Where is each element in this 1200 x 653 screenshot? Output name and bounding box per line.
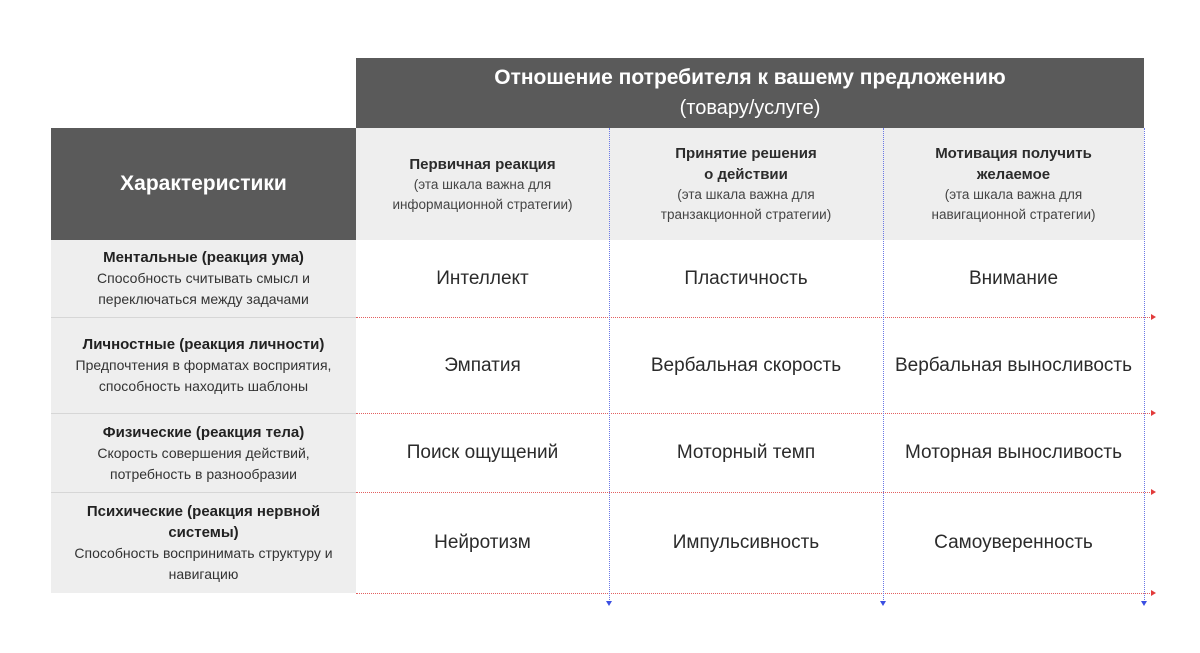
table-cell: Пластичность	[684, 267, 808, 289]
row-description: Способность считывать смысл и	[97, 270, 310, 286]
column-note: (эта шкала важна для	[944, 187, 1083, 202]
table-cell: Нейротизм	[434, 532, 531, 553]
column-note: (эта шкала важна для	[413, 176, 552, 192]
column-guide-line	[1144, 128, 1145, 602]
row-title: Физические (реакция тела)	[102, 423, 305, 441]
row-guide-line	[356, 492, 1152, 493]
super-header-title: Отношение потребителя к вашему предложению	[494, 66, 1006, 89]
column-header-decision	[609, 128, 883, 240]
table-cell: Вербальная выносливость	[895, 354, 1132, 376]
table-super-header	[356, 58, 1144, 128]
row-description: потребность в разнообразии	[110, 465, 297, 482]
row-guide-line	[356, 317, 1152, 318]
arrow-right-icon	[1151, 590, 1156, 596]
table-cell: Самоуверенность	[934, 532, 1093, 553]
row-description: навигацию	[168, 566, 239, 582]
row-label-personal	[51, 318, 356, 413]
row-guide-line	[356, 413, 1152, 414]
row-title: Психические (реакция нервной	[86, 503, 321, 520]
column-title: о действии	[704, 166, 788, 183]
arrow-down-icon	[1141, 601, 1147, 606]
column-header-primary-reaction	[356, 128, 609, 240]
arrow-right-icon	[1151, 410, 1156, 416]
row-label-mental	[51, 240, 356, 317]
column-note: информационной стратегии)	[392, 196, 573, 212]
table-cell: Внимание	[968, 267, 1059, 289]
row-description: Предпочтения в форматах восприятия,	[75, 357, 332, 373]
row-separator	[51, 492, 356, 493]
row-title: Ментальные (реакция ума)	[103, 249, 304, 266]
row-description: способность находить шаблоны	[98, 378, 309, 394]
characteristics-header: Характеристики	[51, 128, 356, 240]
table-cell: Эмпатия	[444, 354, 521, 376]
column-title: Мотивация получить	[935, 145, 1092, 162]
arrow-down-icon	[606, 601, 612, 606]
column-note: (эта шкала важна для	[677, 187, 815, 202]
column-guide-line	[883, 128, 884, 602]
column-title: Принятие решения	[675, 145, 817, 162]
row-guide-line	[356, 593, 1152, 594]
arrow-right-icon	[1151, 314, 1156, 320]
table-cell: Поиск ощущений	[406, 442, 559, 463]
row-description: переключаться между задачами	[98, 291, 309, 307]
arrow-right-icon	[1151, 489, 1156, 495]
table-cell: Моторная выносливость	[905, 442, 1122, 463]
table-cell: Вербальная скорость	[650, 354, 842, 376]
row-description: Скорость совершения действий,	[97, 444, 310, 461]
row-separator	[51, 317, 356, 318]
column-note: навигационной стратегии)	[931, 207, 1096, 222]
arrow-down-icon	[880, 601, 886, 606]
table-cell: Моторный темп	[676, 442, 816, 463]
column-title: желаемое	[976, 166, 1051, 183]
row-label-psychic	[51, 493, 356, 593]
column-guide-line	[609, 128, 610, 602]
table-cell: Импульсивность	[672, 532, 820, 553]
row-title: системы)	[168, 524, 239, 541]
row-title: Личностные (реакция личности)	[82, 336, 325, 353]
row-label-physical	[51, 414, 356, 492]
column-header-motivation	[883, 128, 1144, 240]
column-note: транзакционной стратегии)	[660, 207, 832, 222]
super-header-subtitle: (товару/услуге)	[679, 97, 821, 119]
row-description: Способность воспринимать структуру и	[74, 545, 333, 561]
table-cell: Интеллект	[436, 267, 529, 289]
column-title: Первичная реакция	[409, 155, 556, 173]
row-separator	[51, 413, 356, 414]
